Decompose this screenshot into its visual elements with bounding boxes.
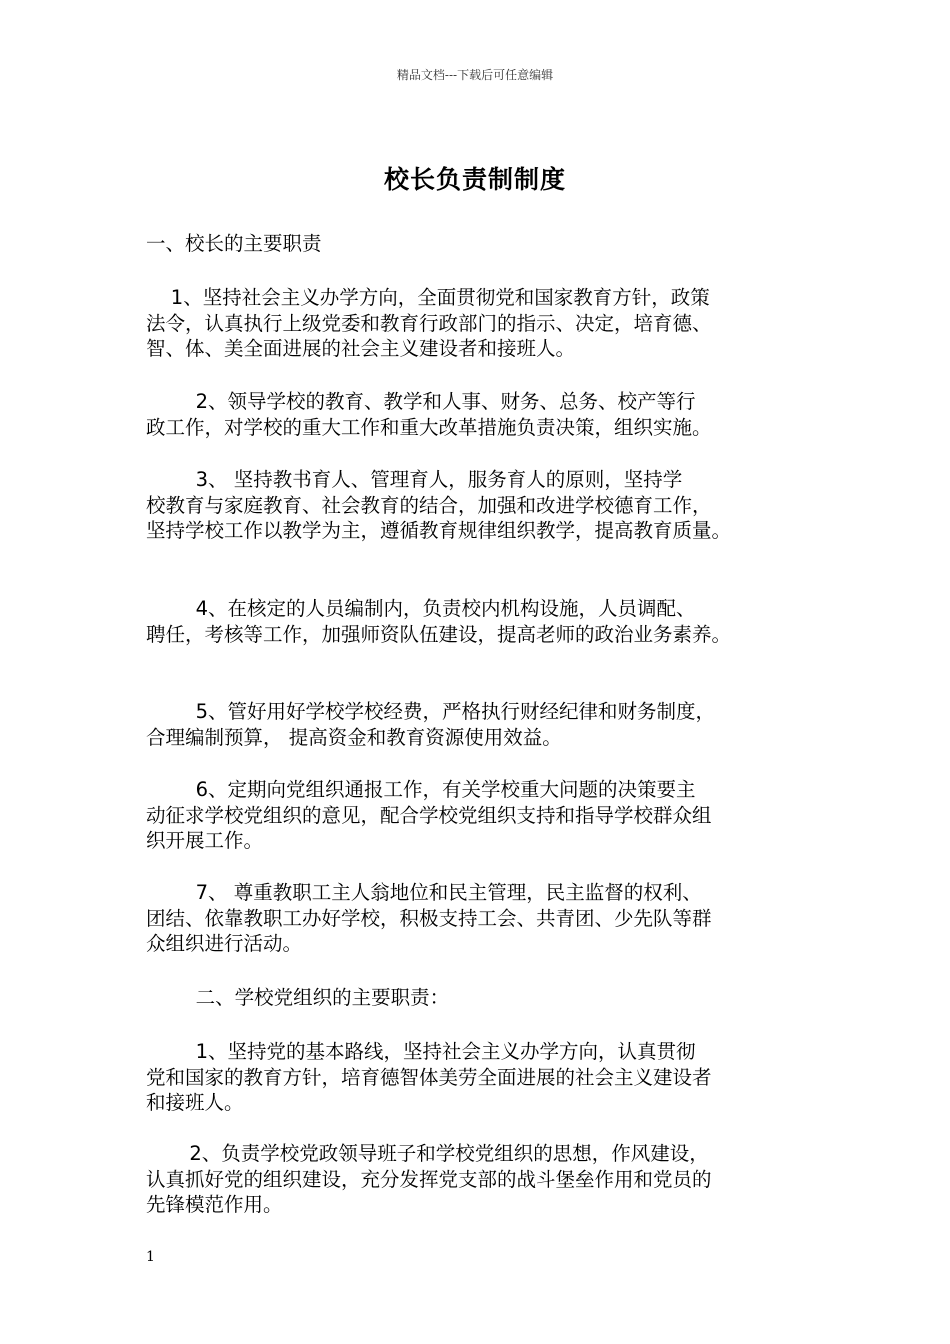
text-line: 织开展工作。 [146, 829, 264, 852]
section-heading-1 [146, 231, 816, 257]
paragraph-8 [146, 1039, 816, 1116]
paragraph-5 [146, 699, 816, 750]
text-line: 认真抓好党的组织建设，充分发挥党支部的战斗堡垒作用和党员的 [146, 1167, 712, 1191]
text-line: 7、 尊重教职工主人翁地位和民主管理，民主监督的权利、 [146, 881, 702, 904]
text-line: 智、体、美全面进展的社会主义建设者和接班人。 [146, 337, 576, 360]
text-line: 一、校长的主要职责 [146, 232, 322, 255]
paragraph-9 [146, 1141, 816, 1218]
text-line: 坚持学校工作以教学为主，遵循教育规律组织教学，提高教育质量。 [146, 519, 732, 542]
paragraph-6 [146, 777, 816, 854]
paragraph-2 [146, 389, 816, 440]
page-header: 精品文档---下载后可任意编辑 [396, 68, 554, 82]
text-line: 5、管好用好学校学校经费，严格执行财经纪律和财务制度， [146, 700, 715, 723]
section-heading-2 [146, 985, 816, 1011]
paragraph-3 [146, 467, 816, 544]
text-line: 聘任，考核等工作，加强师资队伍建设，提高老师的政治业务素养。 [146, 622, 732, 646]
text-line: 2、负责学校党政领导班子和学校党组织的思想，作风建设， [146, 1142, 709, 1165]
text-line: 2、领导学校的教育、教学和人事、财务、总务、校产等行 [146, 390, 696, 413]
text-line: 二、学校党组织的主要职责： [146, 986, 450, 1009]
page-number: 1 [146, 1249, 155, 1265]
text-line: 和接班人。 [146, 1091, 244, 1114]
document-title: 校长负责制制度 [383, 165, 566, 194]
text-line: 众组织进行活动。 [146, 932, 303, 955]
text-line: 1、坚持社会主义办学方向，全面贯彻党和国家教育方针，政策 [146, 286, 710, 309]
paragraph-7 [146, 880, 816, 957]
text-line: 动征求学校党组织的意见，配合学校党组织支持和指导学校群众组 [146, 803, 712, 827]
text-line: 合理编制预算， 提高资金和教育资源使用效益。 [146, 725, 562, 749]
paragraph-4 [146, 596, 816, 647]
text-line: 4、在核定的人员编制内，负责校内机构设施，人员调配、 [146, 597, 696, 620]
text-line: 3、 坚持教书育人、管理育人，服务育人的原则，坚持学 [146, 468, 683, 491]
text-line: 1、坚持党的基本路线，坚持社会主义办学方向，认真贯彻 [146, 1040, 696, 1063]
text-line: 团结、依靠教职工办好学校，积极支持工会、共青团、少先队等群 [146, 906, 712, 930]
text-line: 6、定期向党组织通报工作，有关学校重大问题的决策要主 [146, 778, 696, 801]
paragraph-1 [146, 285, 816, 362]
text-line: 法令，认真执行上级党委和教育行政部门的指示、决定，培育德、 [146, 311, 712, 335]
text-line: 党和国家的教育方针，培育德智体美劳全面进展的社会主义建设者 [146, 1065, 712, 1089]
text-line: 政工作，对学校的重大工作和重大改革措施负责决策，组织实施。 [146, 415, 712, 439]
text-line: 先锋模范作用。 [146, 1193, 283, 1216]
text-line: 校教育与家庭教育、社会教育的结合，加强和改进学校德育工作， [146, 493, 712, 517]
